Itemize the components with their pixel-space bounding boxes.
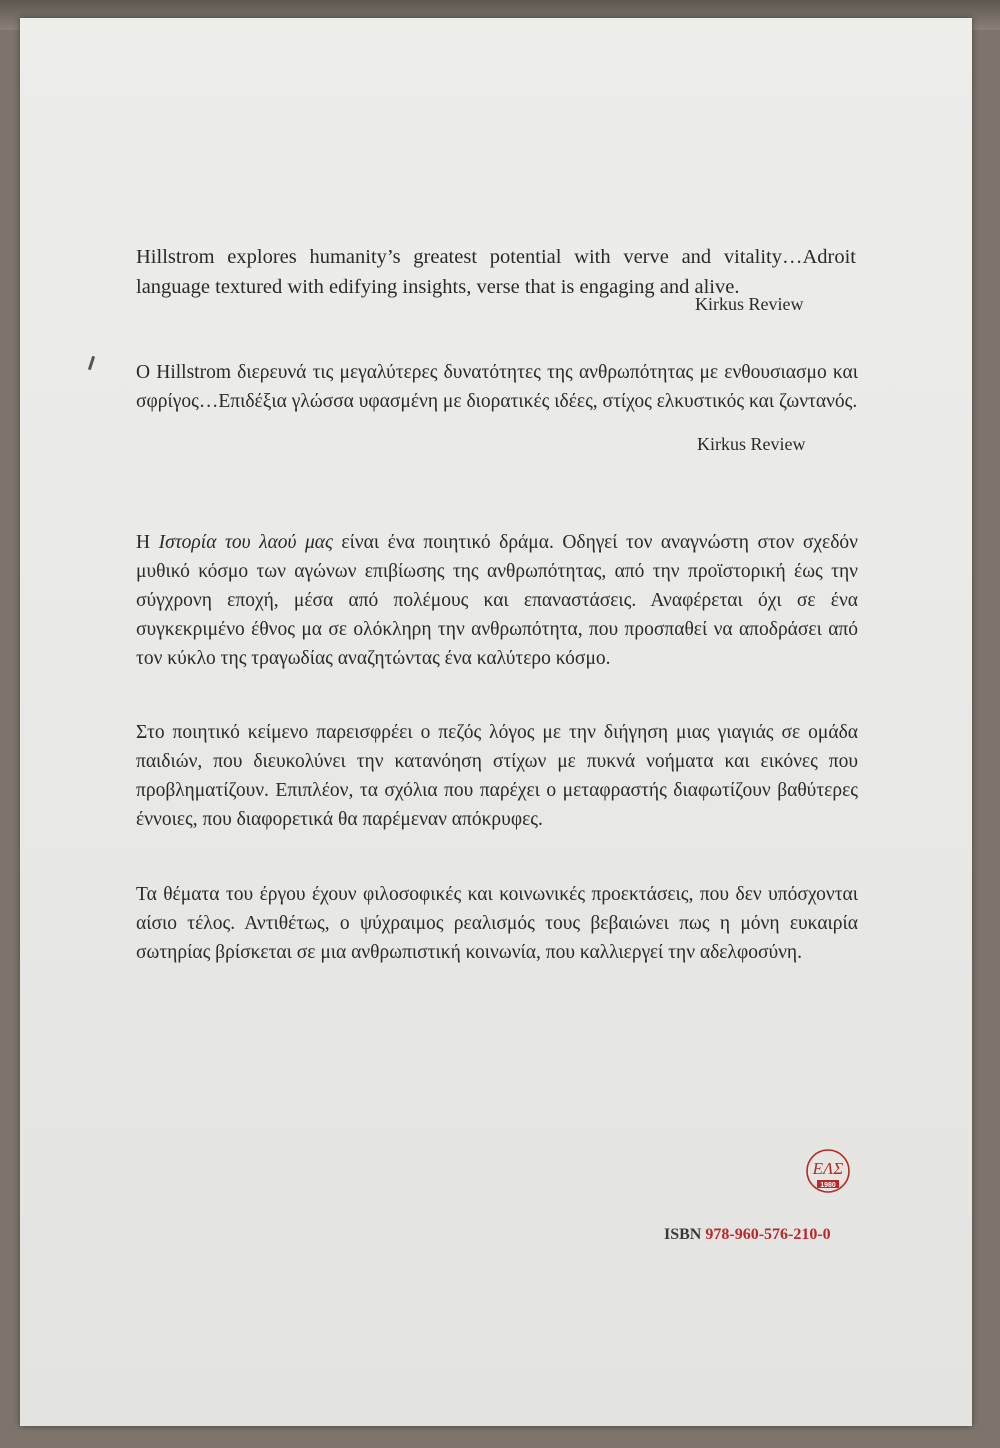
- description-paragraph-3-text: Τα θέματα του έργου έχουν φιλοσοφικές και κοινωνικές προεκτάσεις, που δεν υπόσχονται αίσιο τέλος. Αντιθέτως, ο ψύχραιμος ρεαλισμός τους βεβαιώνει πως η μόνη ευκαιρία σωτηρίας βρίσκεται σε μια ανθρωπιστική κοινωνία, που καλλιεργεί την αδελφοσύνη.: [136, 884, 858, 963]
- review-quote-greek-text: Ο Hillstrom διερευνά τις μεγαλύτερες δυνατότητες της ανθρωπότητας με ενθουσιασμο και σφρίγος…Επιδέξια γλώσσα υφασμένη με διορατικές ιδέες, στίχος ελκυστικός και ζωντανός.: [136, 362, 858, 412]
- book-back-cover: [20, 18, 972, 1426]
- description-paragraph-3: [136, 880, 858, 967]
- isbn: [664, 1226, 831, 1244]
- pencil-mark: [88, 356, 95, 370]
- isbn-label: ISBN: [664, 1226, 702, 1243]
- isbn-number: 978-960-576-210-0: [705, 1226, 831, 1243]
- description-paragraph-2-text: Στο ποιητικό κείμενο παρεισφρέει ο πεζός λόγος με την διήγηση μιας γιαγιάς σε ομάδα παιδιών, που διευκολύνει την κατανόηση στίχων με πυκνά νοήματα και εικόνες που προβληματίζουν. Επιπλέον, τα σχόλια που παρέχει ο μεταφραστής διαφωτίζουν βαθύτερες έννοιες, που διαφορετικά θα παρέμεναν απόκρυφες.: [136, 722, 858, 830]
- review-attribution-english: Kirkus Review: [695, 294, 804, 314]
- book-title-italic: Ιστορία του λαού μας: [158, 532, 333, 553]
- review-attribution-greek: Kirkus Review: [697, 434, 806, 454]
- publisher-logo-text: ΕΛΣ: [812, 1159, 844, 1178]
- description-text: είναι ένα ποιητικό δράμα. Οδηγεί τον αναγνώστη στον σχεδόν μυθικό κόσμο των αγώνων επιβίωσης της ανθρωπότητας, από την προϊστορική έως την σύγχρονη εποχή, μέσα από πολέμους και επαναστάσεις. Αναφέρεται όχι σε ένα συγκεκριμένο έθνος μα σε ολόκληρη την ανθρωπότητα, που προσπαθεί να αποδράσει από τον κύκλο της τραγωδίας αναζητώντας ένα καλύτερο κόσμο.: [136, 532, 858, 669]
- description-paragraph-2: [136, 718, 858, 834]
- description-paragraph-1: [136, 528, 858, 673]
- description-prefix: Η: [136, 532, 159, 553]
- publisher-logo-year: 1980: [820, 1182, 836, 1189]
- review-quote-english-text: Hillstrom explores humanity’s greatest potential with verve and vitality…Adroit language textured with edifying insights, verse that is engaging and alive.: [136, 246, 856, 298]
- review-quote-english: [136, 242, 856, 302]
- publisher-logo-icon: [804, 1148, 852, 1198]
- review-quote-greek: [136, 358, 858, 416]
